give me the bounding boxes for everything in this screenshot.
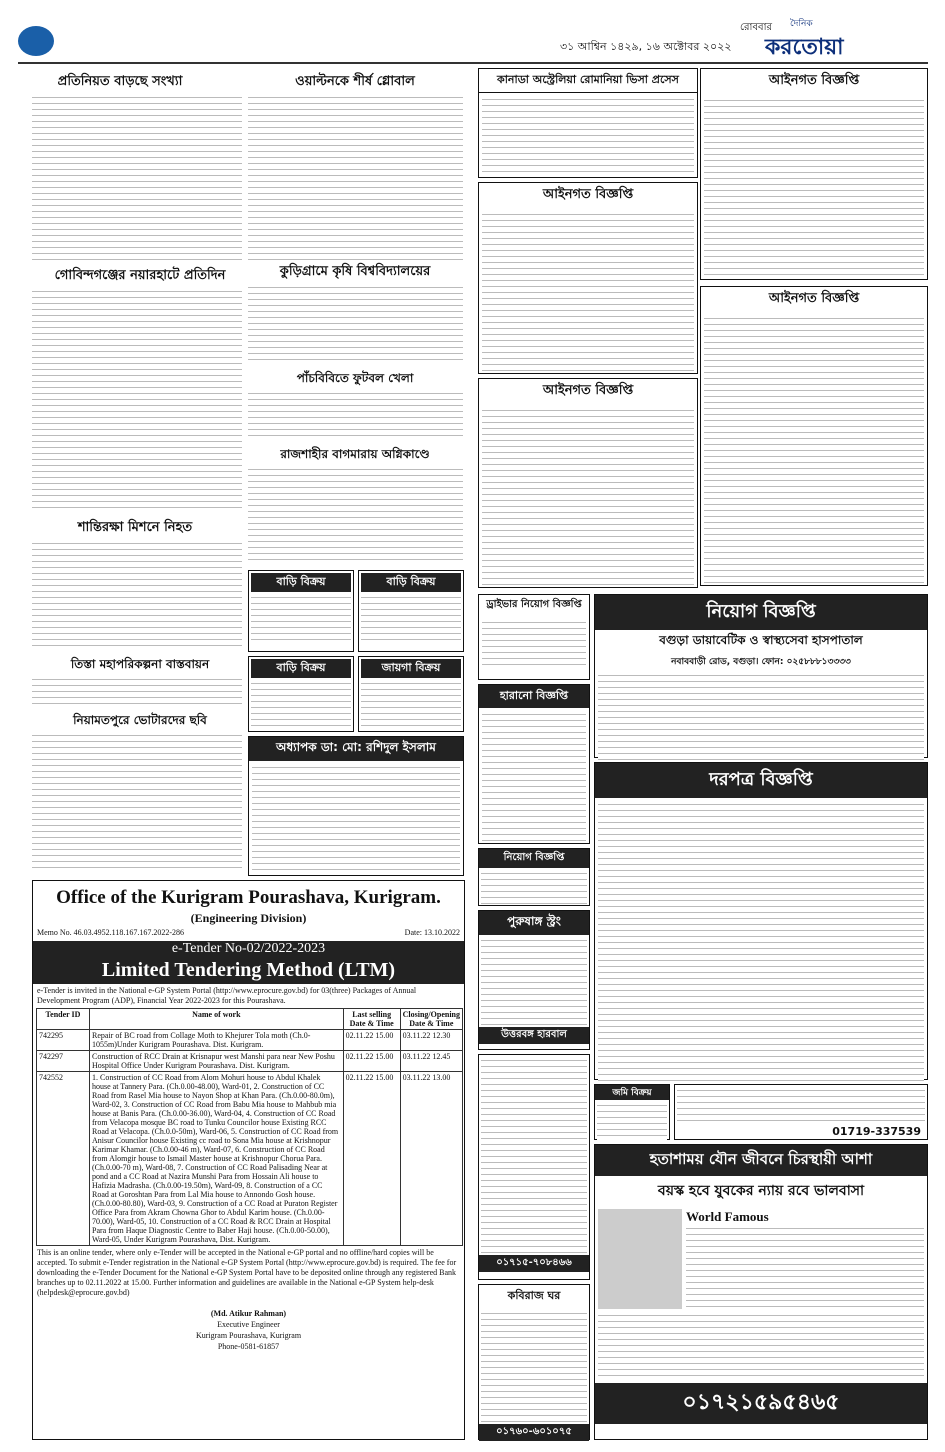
- lost-ad: [478, 684, 590, 844]
- land-sale-title: জায়গা বিক্রয়: [361, 659, 461, 678]
- article-7-body: [32, 540, 242, 650]
- kobiraj-ad: [478, 1284, 590, 1440]
- tender-signer-office: Kurigram Pourashava, Kurigram: [195, 1331, 302, 1340]
- legal-notice-title-2: আইনগত বিজ্ঞপ্তি: [542, 187, 634, 202]
- herbal-body: [481, 1057, 587, 1253]
- headline-8: তিস্তা মহাপরিকল্পনা বাস্তবায়ন: [70, 657, 210, 671]
- house-sale-ad-3: [248, 656, 354, 732]
- tender-memo: Memo No. 46.03.4952.118.167.167.2022-286: [37, 928, 185, 937]
- tender-notice-bn-title: দরপত্র বিজ্ঞপ্তি: [595, 763, 927, 798]
- lost-title: হারানো বিজ্ঞপ্তি: [479, 685, 589, 708]
- work-name: 1. Construction of CC Road from Alom Mohuri house to Abdul Khalek house at Tannery Para. (Ch.0.00-48.00), Ward-01, 2. Construction of CC Road from Rasel Mia house to Nayon Shop at Khan Para. (Ch.0.00-80.0m), Ward-02, 3. Construction of CC Road from Babu Mia house to Mahbub mia house at Banis Para. (Ch.0.00-36.00), Ward-04, 4. Construction of CC Road from Velacopa mosque BC road to Tunku Councilor house Existing RCC Road at Velacopa. (Ch.0.0-50m), Ward-06, 5. Construction of CC Road from Anisur Councilor house Existing cc road to Sona Mia house at Krishnopur Karimar Khamar. (Ch.0.00-46 m), Ward-07, 6. Construction of CC Road from Alomgir house to Ismail Master house at Krishnopur Chorua Para. (Ch.0.00-70 m), Ward-08, 7. Construction of CC Road Palisading Near at pond and a CC Road at Nazira Munshi Para from Hossain Ali house to Hafizia Madrasha. (Ch.0.00-19.50m), Ward-09, 8. Construction of a CC Road at Goroshtan Para from Lal Mia house to Annondo Gosh house. (Ch.0.00-80.80), Ward-03, 9. Construction of a CC Road at Puraton Register Office Para from Akram Chowna Ghor to Abdul Karim house. (Ch.0.00-70.00), Ward-05, 10. Construction of a CC Road & RCC Drain at Hospital Para from Haque Diagnostic Centre to Baber Haji house. (Ch.0.00-50.00), Ward-05, Under Kurigram Pourashava, Dist. Kurigram.: [90, 1072, 344, 1246]
- visa-title: কানাডা অস্ট্রেলিয়া রোমানিয়া ভিসা প্রসেস: [479, 69, 697, 93]
- tender-id: 742295: [37, 1030, 90, 1051]
- legal-notice-title-1: আইনগত বিজ্ঞপ্তি: [768, 73, 860, 88]
- house-sale-body-3: [251, 680, 351, 726]
- driver-title: ড্রাইভার নিয়োগ বিজ্ঞপ্তি: [486, 599, 582, 610]
- visa-body: [482, 96, 694, 176]
- headline-1: প্রতিনিয়ত বাড়ছে সংখ্যা: [57, 74, 183, 89]
- headline-7: শান্তিরক্ষা মিশনে নিহত: [77, 520, 193, 535]
- kobiraj-body: [481, 1310, 587, 1422]
- land-sale-small-body: [597, 1102, 667, 1140]
- col-work-name: Name of work: [90, 1009, 344, 1030]
- health-phone: ০১৭২১৫৯৫৪৬৫: [595, 1383, 927, 1424]
- house-sale-ad-1: [248, 570, 354, 652]
- recruit-small-title: নিয়োগ বিজ্ঞপ্তি: [479, 849, 589, 868]
- recruit-small-body: [481, 870, 587, 904]
- house-sale-title-1: বাড়ি বিক্রয়: [251, 573, 351, 592]
- land-sale-small-ad: [594, 1084, 670, 1140]
- clinic-body: [677, 1087, 925, 1123]
- house-sale-body-2: [361, 594, 461, 644]
- professor-body: [252, 764, 460, 872]
- legal-notice-title-3: আইনগত বিজ্ঞপ্তি: [542, 383, 634, 398]
- masthead-date: ৩১ আশ্বিন ১৪২৯, ১৬ অক্টোবর ২০২২: [560, 40, 732, 53]
- house-sale-title-3: বাড়ি বিক্রয়: [251, 659, 351, 678]
- article-8-body: [32, 676, 242, 706]
- legal-notice-title-4: আইনগত বিজ্ঞপ্তি: [768, 291, 860, 306]
- brand-prefix: দৈনিক: [790, 19, 813, 29]
- headline-5: পাঁচবিবিতে ফুটবল খেলা: [296, 371, 414, 385]
- legal-notice-4: [700, 286, 928, 586]
- visa-ad: [478, 68, 698, 178]
- legal-notice-body-1: [704, 97, 924, 279]
- health-headline: হতাশাময় যৌন জীবনে চিরস্থায়ী আশা: [595, 1145, 927, 1176]
- closing-date: 03.11.22 13.00: [400, 1072, 462, 1246]
- headline-6: রাজশাহীর বাগমারায় অগ্নিকাণ্ডে: [280, 447, 430, 461]
- legal-notice-3: [478, 378, 698, 588]
- last-selling: 02.11.22 15.00: [343, 1051, 400, 1072]
- tender-office: Office of the Kurigram Pourashava, Kurigram.: [56, 887, 441, 908]
- legal-notice-body-4: [704, 315, 924, 585]
- tender-signer: (Md. Atikur Rahman): [210, 1309, 287, 1318]
- article-6-body: [248, 466, 463, 564]
- health-ad: [594, 1144, 928, 1440]
- driver-body: [482, 619, 586, 667]
- purush-body: [481, 937, 587, 1025]
- land-sale-body: [361, 680, 461, 726]
- tender-footer: This is an online tender, where only e-Tender will be accepted in the National e-GP portal and no offline/hard copies will be accepted. To submit e-Tender registration in the National e-GP System Portal (http://www.eprocure.gov.bd) is required. The fee for downloading the e-Tender Document for the National e-GP System Portal have to be deposited online through any registered Bank branches up to 02.11.2022 at 15.00. Further information and guidelines are available in the National e-GP System help-desk (helpdesk@eprocure.gov.bd): [37, 1248, 457, 1297]
- table-row: [37, 1030, 463, 1051]
- masthead-day: রোববার: [740, 22, 772, 33]
- headline-4: কুড়িগ্রামে কৃষি বিশ্ববিদ্যালয়ের: [279, 264, 431, 279]
- tender-notice: [32, 880, 465, 1440]
- house-sale-title-2: বাড়ি বিক্রয়: [361, 573, 461, 592]
- tender-division: (Engineering Division): [190, 911, 307, 925]
- land-sale-ad: [358, 656, 464, 732]
- article-3-body: [32, 288, 242, 513]
- article-5-body: [248, 390, 463, 440]
- tender-signer-phone: Phone-0581-61857: [217, 1342, 280, 1351]
- recruit-small-ad: [478, 848, 590, 906]
- work-name: Repair of BC road from Collage Moth to Khejurer Tola moth (Ch.0-1055m)Under Kurigram Pourashava. Dist. Kurigram.: [90, 1030, 344, 1051]
- herbal-ad: [478, 1054, 590, 1280]
- article-9-body: [32, 732, 242, 872]
- health-body: [686, 1225, 924, 1309]
- tender-id: 742552: [37, 1072, 90, 1246]
- col-last-selling: Last selling Date & Time: [343, 1009, 400, 1030]
- professor-title: অধ্যাপক ডা: মো: রশিদুল ইসলাম: [249, 737, 463, 761]
- closing-date: 03.11.22 12.45: [400, 1051, 462, 1072]
- clinic-ad: [674, 1084, 928, 1140]
- lost-body: [482, 711, 586, 841]
- tender-id: 742297: [37, 1051, 90, 1072]
- table-row: [37, 1051, 463, 1072]
- tender-table-header: [37, 1009, 463, 1030]
- tender-table: [36, 1008, 463, 1246]
- table-row: [37, 1072, 463, 1246]
- kobiraj-title: কবিরাজ ঘর: [507, 1289, 561, 1302]
- professor-ad: [248, 736, 464, 876]
- masthead-rule: [18, 62, 928, 64]
- legal-notice-1: [700, 68, 928, 280]
- headline-2: ওয়াল্টনকে শীর্ষ গ্লোবাল: [295, 74, 415, 89]
- health-body-2: [598, 1312, 924, 1380]
- article-4-body: [248, 284, 463, 364]
- headline-3: গোবিন্দগঞ্জের নয়ারহাটে প্রতিদিন: [54, 268, 226, 283]
- purush-title: পুরুষাঙ্গ স্ট্রং: [479, 911, 589, 935]
- land-sale-small-title: জমি বিক্রয়: [595, 1085, 669, 1100]
- newspaper-logo-icon: [18, 26, 54, 56]
- article-2-body: [248, 94, 463, 260]
- house-sale-body-1: [251, 594, 351, 644]
- tender-intro: e-Tender is invited in the National e-GP System Portal (http://www.eprocure.gov.bd) for 03(three) Packages of Annual Development Program (ADP), Financial Year 2022-2023 for this Pourashava.: [37, 986, 417, 1005]
- brand-name: করতোয়া: [765, 35, 844, 60]
- legal-notice-2: [478, 182, 698, 374]
- purush-ad: [478, 910, 590, 1050]
- world-famous-label: World Famous: [686, 1209, 769, 1224]
- tender-number: e-Tender No-02/2022-2023: [33, 941, 464, 957]
- tender-date: Date: 13.10.2022: [404, 928, 460, 937]
- tender-signer-title: Executive Engineer: [217, 1320, 280, 1329]
- last-selling: 02.11.22 15.00: [343, 1030, 400, 1051]
- col-closing: Closing/Opening Date & Time: [400, 1009, 462, 1030]
- tender-method: Limited Tendering Method (LTM): [33, 957, 464, 984]
- article-1-body: [32, 94, 242, 260]
- hospital-recruit-ad: [594, 594, 928, 758]
- tender-notice-bn: [594, 762, 928, 1080]
- closing-date: 03.11.22 12.30: [400, 1030, 462, 1051]
- harbal-title: উত্তরবঙ্গ হারবাল: [479, 1027, 589, 1044]
- tender-notice-bn-body: [598, 801, 924, 1081]
- last-selling: 02.11.22 15.00: [343, 1072, 400, 1246]
- hospital-address: নবাববাড়ী রোড, বগুড়া। ফোন: ০২৫৮৮৮১৩৩৩৩: [671, 657, 851, 667]
- headline-9: নিয়ামতপুরে ভোটারদের ছবি: [73, 713, 207, 727]
- legal-notice-body-3: [482, 407, 694, 587]
- hospital-name: বগুড়া ডায়াবেটিক ও স্বাস্থ্যসেবা হাসপাতাল: [659, 633, 863, 647]
- clinic-phone: 01719-337539: [832, 1125, 921, 1138]
- doctor-photo: [598, 1209, 682, 1309]
- legal-notice-body-2: [482, 211, 694, 371]
- work-name: Construction of RCC Drain at Krisnapur west Manshi para near New Poshu Hospital Office Under Kurigram Pourashava. Dist. Kurigram.: [90, 1051, 344, 1072]
- driver-ad: [478, 594, 590, 680]
- hospital-body: [598, 672, 924, 760]
- health-subheadline: বয়স্ক হবে যুবকের ন্যায় রবে ভালবাসা: [657, 1183, 865, 1199]
- hospital-recruit-title: নিয়োগ বিজ্ঞপ্তি: [595, 595, 927, 630]
- col-tender-id: Tender ID: [37, 1009, 90, 1030]
- kobiraj-phone: ০১৭৬০-৬০১০৭৫: [479, 1424, 589, 1441]
- herbal-phone: ০১৭১৫-৭০৮৪৬৬: [479, 1255, 589, 1272]
- house-sale-ad-2: [358, 570, 464, 652]
